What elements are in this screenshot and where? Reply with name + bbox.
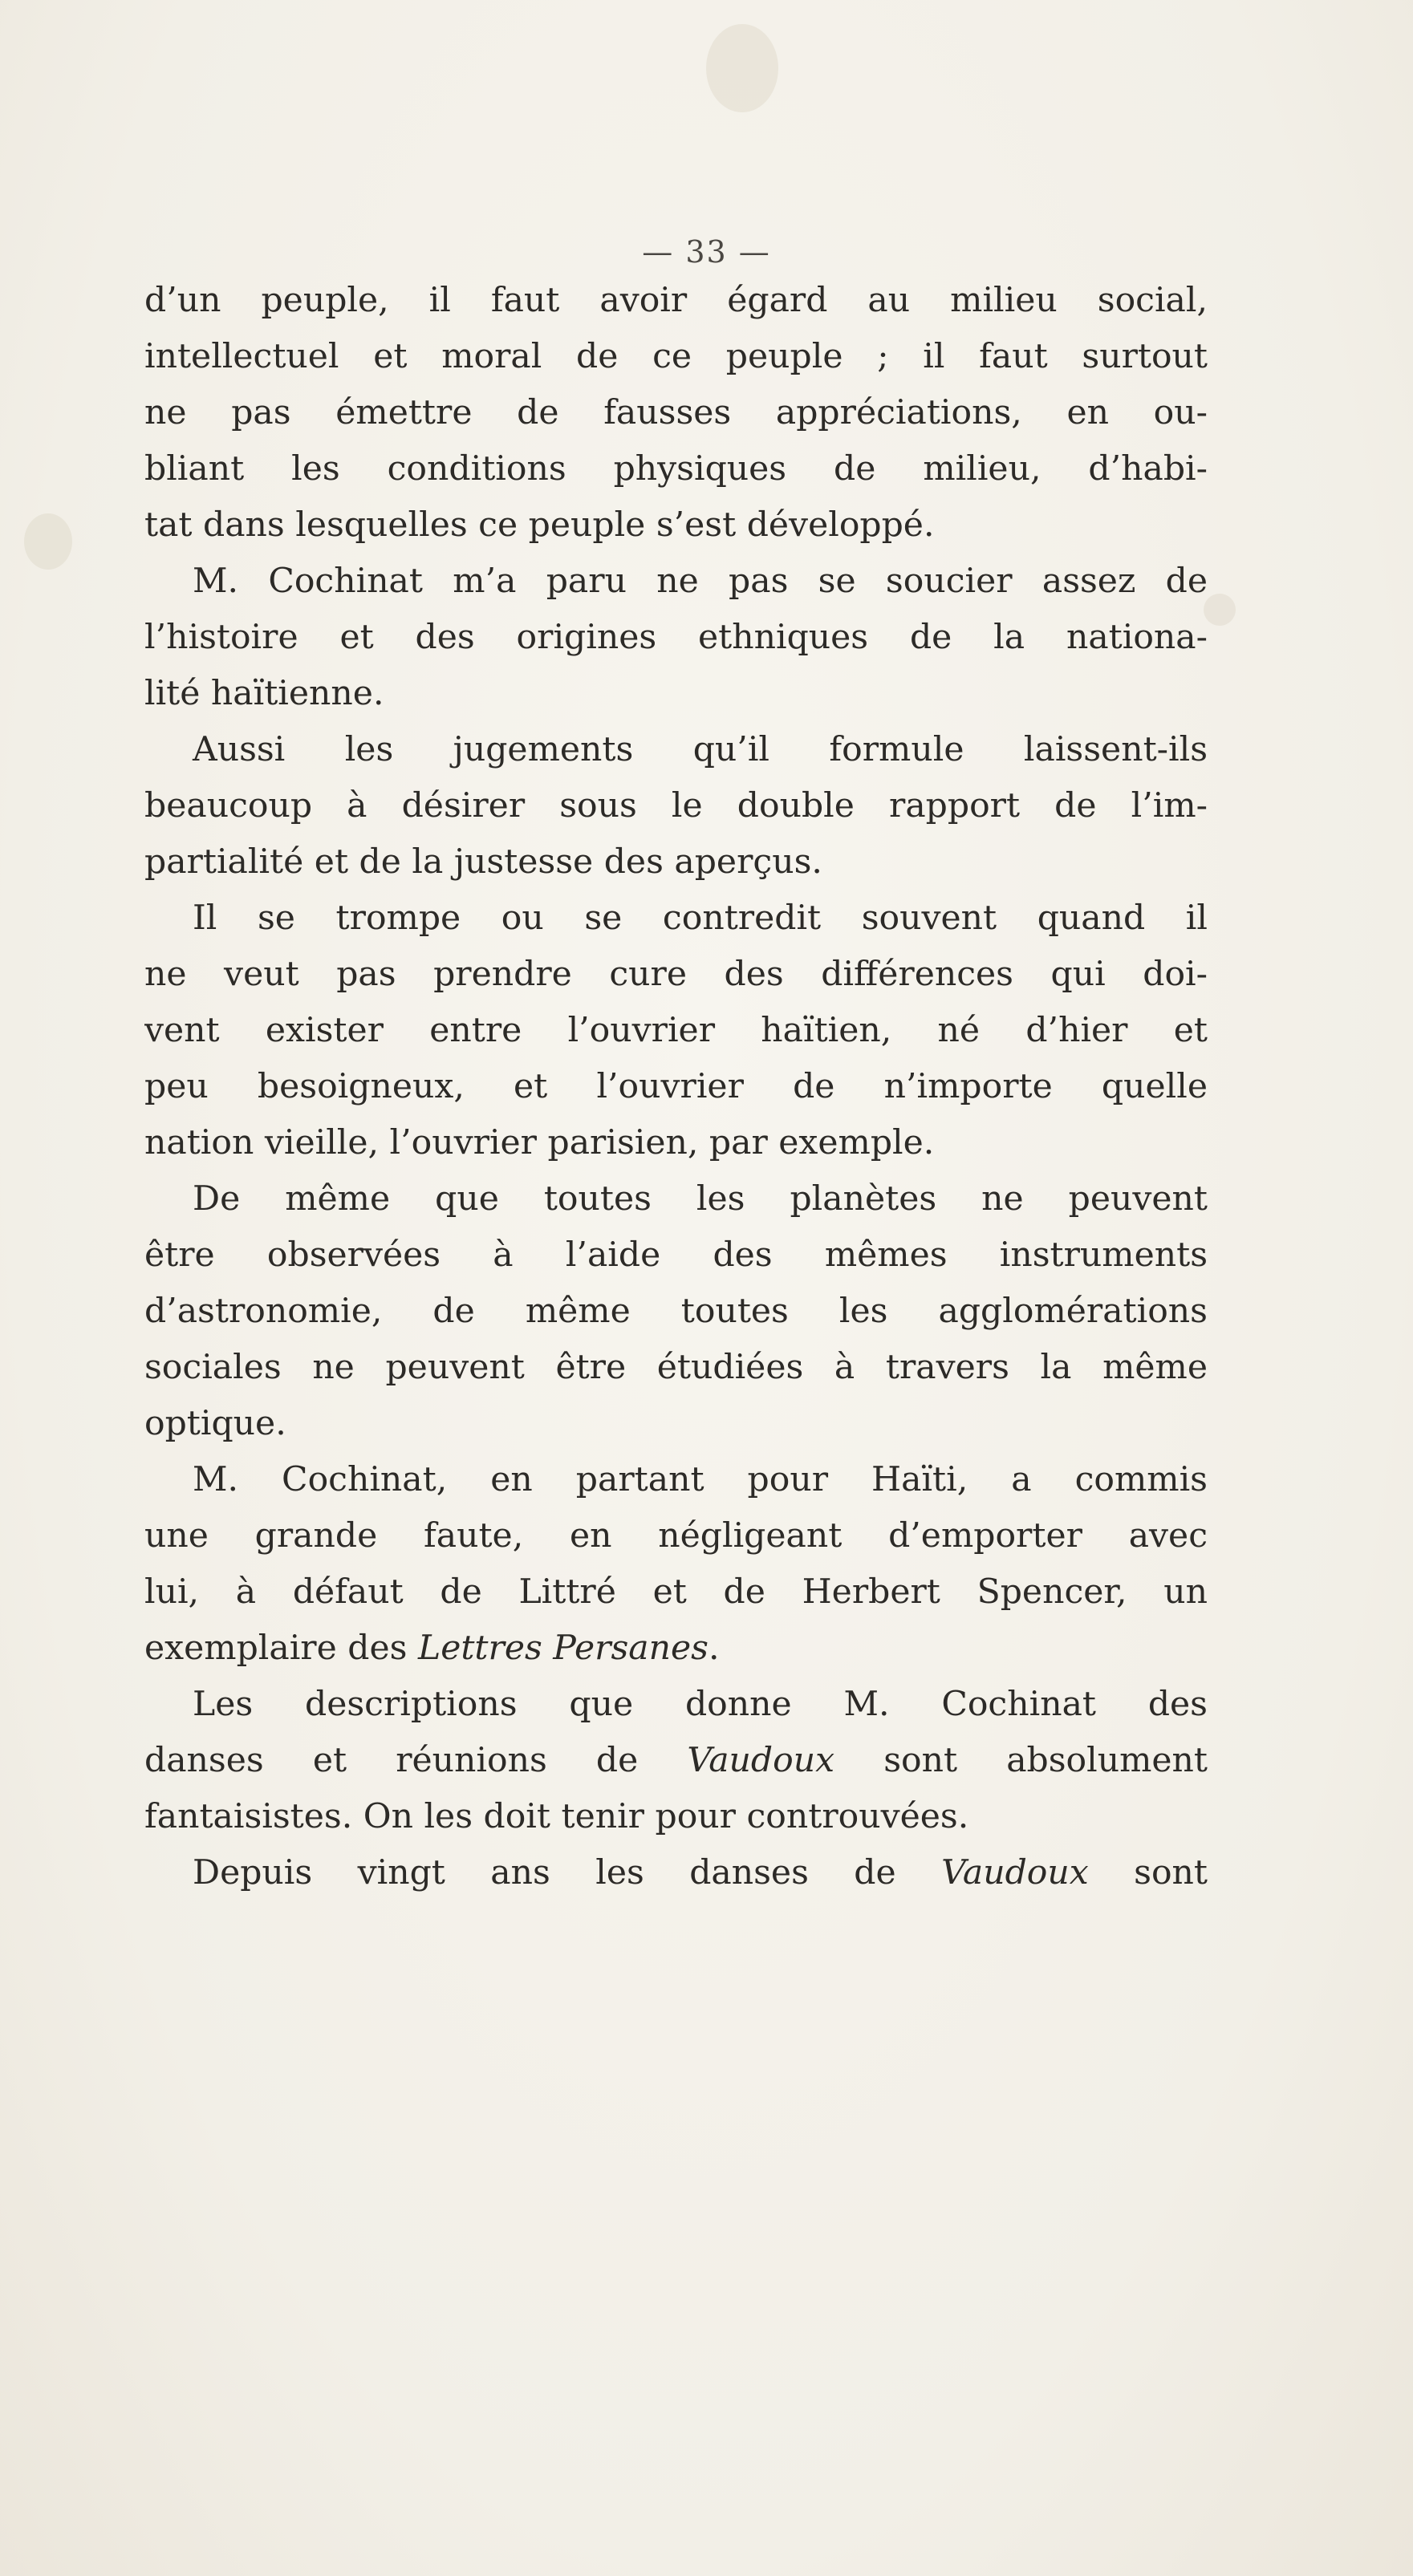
text-line: De même que toutes les planètes ne peuvent xyxy=(193,1179,1208,1219)
text-fragment: . xyxy=(708,1629,720,1668)
text-line: être observées à l’aide des mêmes instruments xyxy=(144,1235,1208,1275)
text-fragment: danses et réunions de xyxy=(144,1741,688,1780)
text-line xyxy=(144,1845,1208,1901)
text-line: ne veut pas prendre cure des différences qui doi- xyxy=(144,955,1208,994)
text-fragment: sont xyxy=(1088,1853,1208,1892)
text-line: une grande faute, en négligeant d’emporter avec xyxy=(144,1516,1208,1556)
text-line: partialité et de la justesse des aperçus. xyxy=(144,842,822,882)
text-line: peu besoigneux, et l’ouvrier de n’importe quelle xyxy=(144,1067,1208,1106)
text-line: d’un peuple, il faut avoir égard au milieu social, xyxy=(144,281,1208,320)
text-line: vent exister entre l’ouvrier haïtien, né d’hier et xyxy=(144,1011,1208,1050)
text-line: optique. xyxy=(144,1404,286,1443)
text-line: nation vieille, l’ouvrier parisien, par exemple. xyxy=(144,1123,935,1162)
body-text xyxy=(144,273,1208,1901)
text-line: lui, à défaut de Littré et de Herbert Spencer, un xyxy=(144,1572,1208,1612)
text-line: M. Cochinat, en partant pour Haïti, a commis xyxy=(193,1460,1208,1499)
text-line: Il se trompe ou se contredit souvent quand il xyxy=(193,899,1208,938)
text-line: sociales ne peuvent être étudiées à travers la même xyxy=(144,1348,1208,1387)
text-fragment: exemplaire des xyxy=(144,1629,418,1668)
text-line xyxy=(144,1733,1208,1789)
text-line: d’astronomie, de même toutes les agglomérations xyxy=(144,1292,1208,1331)
text-line: Les descriptions que donne M. Cochinat des xyxy=(193,1685,1208,1724)
text-line: ne pas émettre de fausses appréciations, en ou- xyxy=(144,393,1208,432)
text-line: Aussi les jugements qu’il formule laissent-ils xyxy=(193,730,1208,769)
paper-stain xyxy=(24,513,72,570)
text-fragment: sont absolument xyxy=(834,1741,1208,1780)
text-line: intellectuel et moral de ce peuple ; il faut surtout xyxy=(144,337,1208,376)
italic-term: Vaudoux xyxy=(687,1741,835,1780)
text-line xyxy=(144,1621,1208,1677)
text-line: M. Cochinat m’a paru ne pas se soucier assez de xyxy=(193,562,1208,601)
text-line: l’histoire et des origines ethniques de la nationa- xyxy=(144,618,1208,657)
text-line: beaucoup à désirer sous le double rapport de l’im- xyxy=(144,786,1208,826)
paper-stain xyxy=(1204,594,1236,626)
book-title-italic: Lettres Persanes xyxy=(417,1629,709,1668)
paper-stain xyxy=(706,24,778,112)
text-fragment: Depuis vingt ans les danses de xyxy=(193,1853,942,1892)
text-line: bliant les conditions physiques de milieu, d’habi- xyxy=(144,449,1208,489)
text-line: fantaisistes. On les doit tenir pour controuvées. xyxy=(144,1797,969,1836)
text-line: tat dans lesquelles ce peuple s’est développé. xyxy=(144,505,935,545)
text-line: lité haïtienne. xyxy=(144,674,384,713)
page-number: — 33 — xyxy=(642,234,771,270)
italic-term: Vaudoux xyxy=(941,1853,1089,1892)
